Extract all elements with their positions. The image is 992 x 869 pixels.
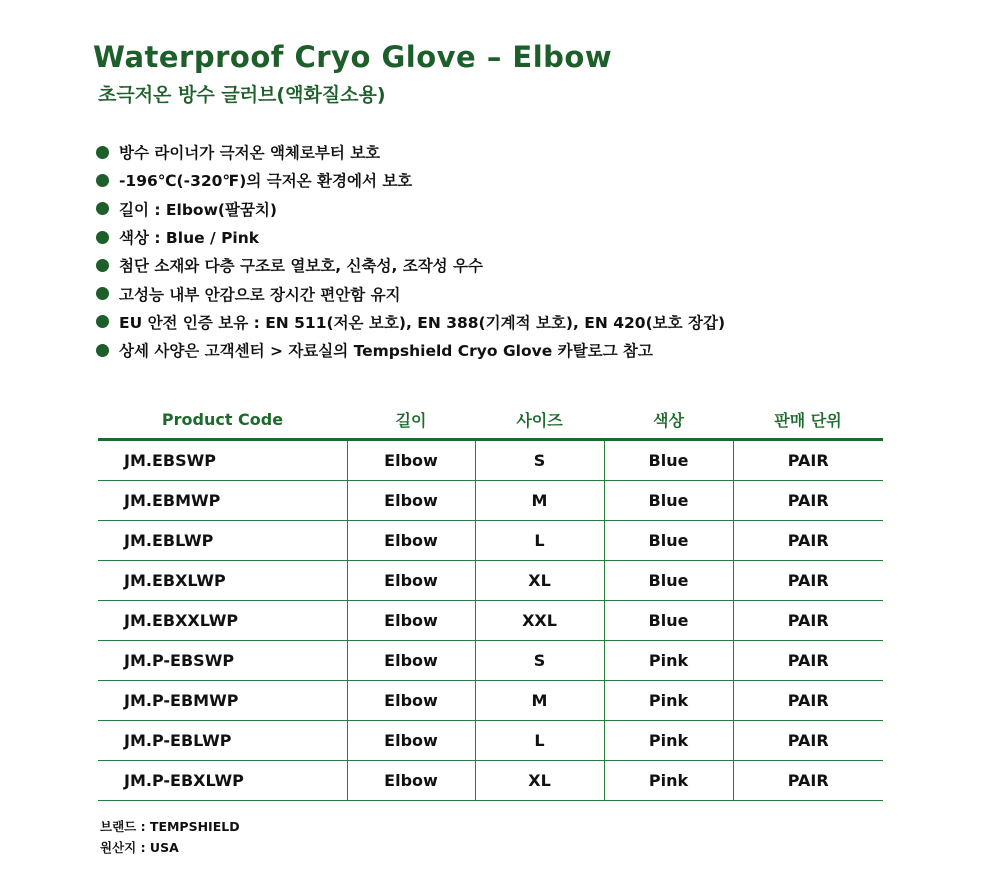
cell-color: Blue	[604, 561, 733, 601]
cell-product-code: JM.P-EBLWP	[98, 721, 347, 761]
feature-text: 첨단 소재와 다층 구조로 열보호, 신축성, 조작성 우수	[119, 257, 483, 276]
cell-sales-unit: PAIR	[733, 721, 883, 761]
feature-item	[96, 251, 725, 279]
cell-length: Elbow	[347, 601, 475, 641]
cell-length: Elbow	[347, 721, 475, 761]
feature-text: -196℃(-320℉)의 극저온 환경에서 보호	[119, 172, 413, 191]
cell-length: Elbow	[347, 521, 475, 561]
feature-text: EU 안전 인증 보유 : EN 511(저온 보호), EN 388(기계적 보호), EN 420(보호 장갑)	[119, 313, 726, 332]
cell-color: Pink	[604, 641, 733, 681]
feature-text: 방수 라이너가 극저온 액체로부터 보호	[119, 144, 381, 163]
cell-product-code: JM.EBSWP	[98, 440, 347, 481]
cell-size: XXL	[475, 601, 604, 641]
cell-length: Elbow	[347, 561, 475, 601]
cell-color: Blue	[604, 601, 733, 641]
cell-product-code: JM.P-EBMWP	[98, 681, 347, 721]
feature-item	[96, 223, 725, 251]
cell-size: XL	[475, 761, 604, 801]
product-footer	[100, 816, 240, 858]
cell-color: Pink	[604, 681, 733, 721]
feature-text: 고성능 내부 안감으로 장시간 편안함 유지	[119, 285, 401, 304]
table-row	[98, 681, 883, 721]
header-length: 길이	[347, 400, 475, 440]
cell-product-code: JM.P-EBXLWP	[98, 761, 347, 801]
cell-size: M	[475, 681, 604, 721]
table-row	[98, 761, 883, 801]
bullet-icon	[96, 202, 109, 215]
cell-product-code: JM.EBXLWP	[98, 561, 347, 601]
header-size: 사이즈	[475, 400, 604, 440]
cell-size: S	[475, 641, 604, 681]
cell-size: L	[475, 521, 604, 561]
cell-product-code: JM.EBLWP	[98, 521, 347, 561]
cell-sales-unit: PAIR	[733, 440, 883, 481]
cell-sales-unit: PAIR	[733, 681, 883, 721]
feature-item	[96, 336, 725, 364]
product-subtitle: 초극저온 방수 글러브(액화질소용)	[98, 84, 386, 106]
header-product-code: Product Code	[98, 400, 347, 440]
cell-sales-unit: PAIR	[733, 601, 883, 641]
table-header-row	[98, 400, 883, 440]
cell-product-code: JM.P-EBSWP	[98, 641, 347, 681]
origin-line: 원산지 : USA	[100, 840, 179, 855]
header-color: 색상	[604, 400, 733, 440]
cell-product-code: JM.EBMWP	[98, 481, 347, 521]
bullet-icon	[96, 146, 109, 159]
cell-length: Elbow	[347, 681, 475, 721]
cell-sales-unit: PAIR	[733, 521, 883, 561]
feature-text: 상세 사양은 고객센터 > 자료실의 Tempshield Cryo Glove 카탈로그 참고	[119, 342, 653, 361]
table-row	[98, 721, 883, 761]
header-sales-unit: 판매 단위	[733, 400, 883, 440]
feature-text: 길이 : Elbow(팔꿈치)	[119, 200, 277, 219]
cell-length: Elbow	[347, 641, 475, 681]
cell-sales-unit: PAIR	[733, 761, 883, 801]
feature-item	[96, 308, 725, 336]
cell-sales-unit: PAIR	[733, 561, 883, 601]
table-row	[98, 521, 883, 561]
bullet-icon	[96, 315, 109, 328]
cell-sales-unit: PAIR	[733, 481, 883, 521]
cell-length: Elbow	[347, 761, 475, 801]
cell-size: M	[475, 481, 604, 521]
cell-size: XL	[475, 561, 604, 601]
bullet-icon	[96, 287, 109, 300]
feature-item	[96, 195, 725, 223]
table-row	[98, 481, 883, 521]
cell-length: Elbow	[347, 440, 475, 481]
feature-list	[96, 138, 725, 364]
cell-length: Elbow	[347, 481, 475, 521]
bullet-icon	[96, 259, 109, 272]
cell-color: Blue	[604, 440, 733, 481]
feature-item	[96, 138, 725, 166]
bullet-icon	[96, 231, 109, 244]
bullet-icon	[96, 174, 109, 187]
product-title: Waterproof Cryo Glove – Elbow	[93, 40, 613, 74]
table-row	[98, 641, 883, 681]
cell-color: Blue	[604, 521, 733, 561]
feature-item	[96, 166, 725, 194]
cell-product-code: JM.EBXXLWP	[98, 601, 347, 641]
table-row	[98, 561, 883, 601]
cell-size: S	[475, 440, 604, 481]
cell-color: Pink	[604, 721, 733, 761]
feature-text: 색상 : Blue / Pink	[119, 229, 260, 248]
table-row	[98, 601, 883, 641]
cell-color: Pink	[604, 761, 733, 801]
bullet-icon	[96, 344, 109, 357]
cell-size: L	[475, 721, 604, 761]
cell-sales-unit: PAIR	[733, 641, 883, 681]
feature-item	[96, 279, 725, 307]
cell-color: Blue	[604, 481, 733, 521]
brand-line: 브랜드 : TEMPSHIELD	[100, 819, 240, 834]
product-spec-table	[98, 400, 883, 801]
table-row	[98, 440, 883, 481]
